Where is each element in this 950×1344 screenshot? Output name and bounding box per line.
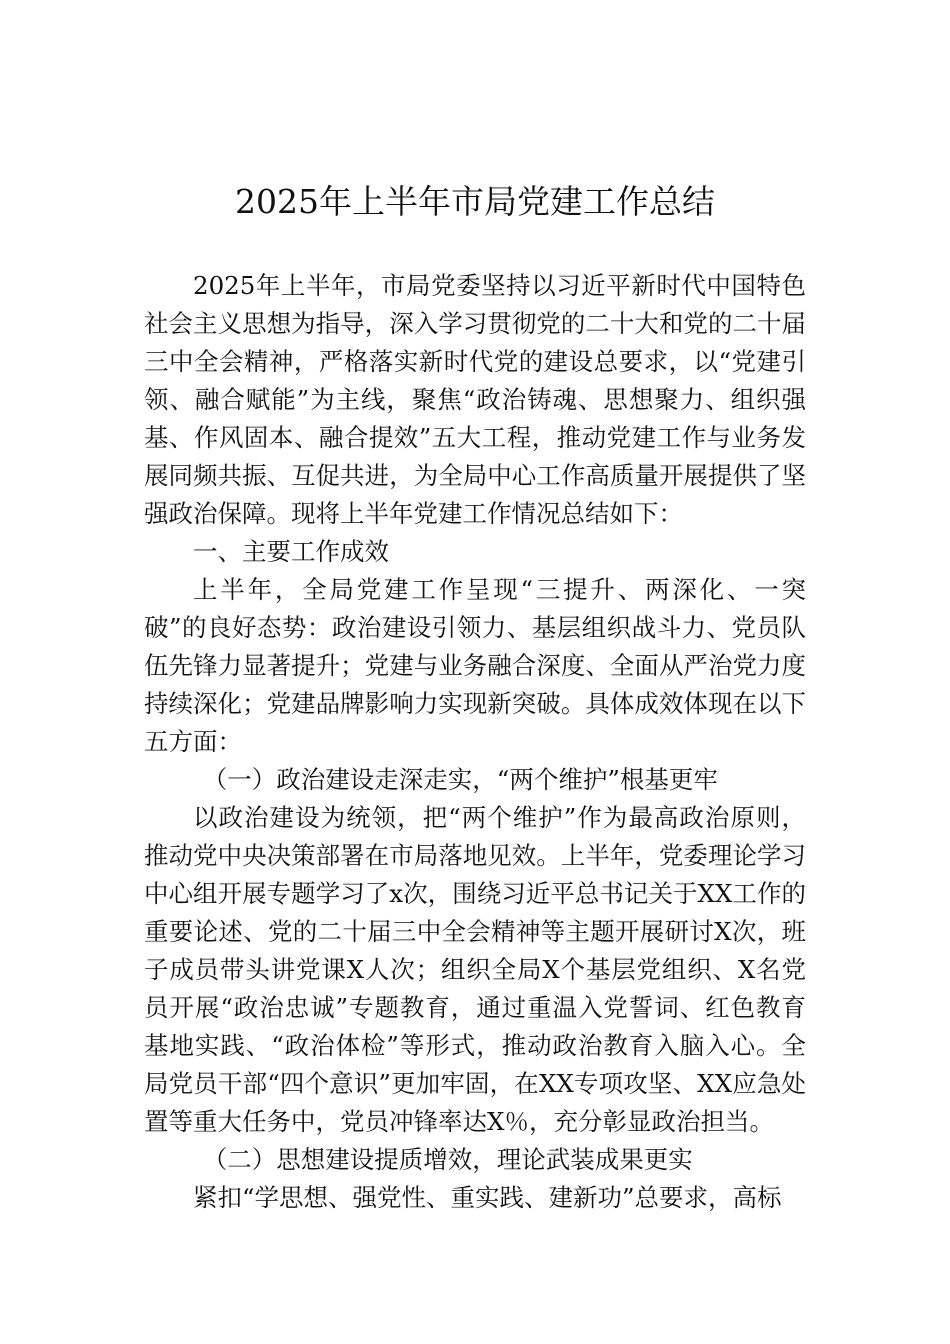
subsection-heading-political: （一）政治建设走深走实，“两个维护”根基更牢 xyxy=(202,765,718,794)
document-body xyxy=(144,267,806,1217)
intro-paragraph: 2025年上半年，市局党委坚持以习近平新时代中国特色社会主义思想为指导，深入学习贯彻党的二十大和党的二十届三中全会精神，严格落实新时代党的建设总要求，以“党建引领、融合赋能”为主线，聚焦“政治铸魂、思想聚力、组织强基、作风固本、融合提效”五大工程，推动党建工作与业务发展同频共振、互促共进，为全局中心工作高质量开展提供了坚强政治保障。现将上半年党建工作情况总结如下： xyxy=(144,271,806,528)
document-title: 2025年上半年市局党建工作总结 xyxy=(235,182,715,221)
political-paragraph: 以政治建设为统领，把“两个维护”作为最高政治原则，推动党中央决策部署在市局落地见效。上半年，党委理论学习中心组开展专题学习了x次，围绕习近平总书记关于XX工作的重要论述、党的二十届三中全会精神等主题开展研讨X次，班子成员带头讲党课X人次；组织全局X个基层党组织、X名党员开展“政治忠诚”专题教育，通过重温入党誓词、红色教育基地实践、“政治体检”等形式，推动政治教育入脑入心。全局党员干部“四个意识”更加牢固，在XX专项攻坚、XX应急处置等重大任务中，党员冲锋率达X％，充分彰显政治担当。 xyxy=(144,803,806,1136)
ideological-paragraph: 紧扣“学思想、强党性、重实践、建新功”总要求，高标 xyxy=(193,1183,782,1212)
results-overview-paragraph: 上半年，全局党建工作呈现“三提升、两深化、一突破”的良好态势：政治建设引领力、基层组织战斗力、党员队伍先锋力显著提升；党建与业务融合深度、全面从严治党力度持续深化；党建品牌影响力实现新突破。具体成效体现在以下五方面： xyxy=(144,575,806,756)
section-heading-main-results: 一、主要工作成效 xyxy=(193,537,389,566)
subsection-heading-ideological: （二）思想建设提质增效，理论武装成果更实 xyxy=(202,1145,693,1174)
